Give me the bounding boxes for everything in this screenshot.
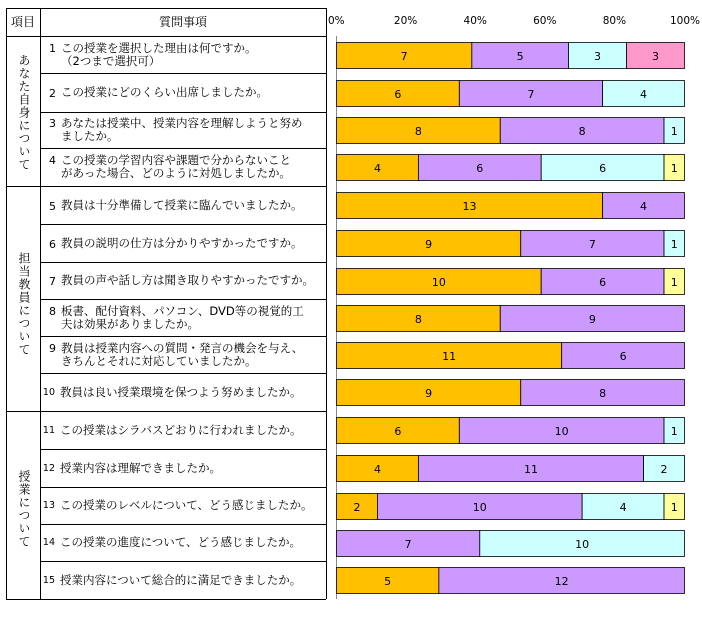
bar-data-label: 4 [373,162,381,175]
x-tick-label: 60% [533,15,557,27]
bar-data-label: 1 [670,425,678,438]
x-tick-label: 20% [393,15,418,27]
x-tick-label: 80% [602,15,627,27]
question-number: 4 [49,154,56,167]
question-text: 教員の説明の仕方は分かりやすかったですか。 [61,236,303,250]
bar-data-label: 6 [394,88,402,101]
bar-data-label: 3 [594,50,601,63]
bar-data-label: 3 [652,50,659,63]
question-number: 5 [49,200,56,213]
bar-data-label: 12 [554,575,569,588]
bar-data-label: 11 [523,463,538,476]
question-number: 10 [42,387,55,398]
bar-data-label: 9 [425,238,433,251]
bar-data-label: 8 [599,387,607,400]
header-question: 質問事項 [158,15,207,29]
question-number: 2 [49,87,56,100]
group-label-teacher: 担当教員について [17,252,31,356]
bar-data-label: 10 [431,276,446,289]
question-number: 12 [42,463,55,474]
stacked-bar-chart [337,36,685,599]
bar-data-label: 1 [670,276,678,289]
question-text: この授業の学習内容や課題で分からないこと があった場合、どのように対処しましたか。 [61,153,291,180]
bar-data-label: 2 [660,463,668,476]
bar-data-label: 6 [599,276,607,289]
question-text: 教員の声や話し方は聞き取りやすかったですか。 [61,273,314,287]
question-text: この授業はシラバスどおりに行われましたか。 [60,423,302,437]
bar-data-label: 1 [670,162,678,175]
bar-data-label: 6 [619,350,627,363]
question-text: 授業内容について総合的に満足できましたか。 [60,573,302,587]
question-text: この授業のレベルについて、どう感じましたか。 [60,498,313,512]
group-label-class: 授業について [17,470,31,548]
question-text: 教員は授業内容への質問・発言の機会を与え、 きちんとそれに対応していましたか。 [61,341,304,368]
question-number: 13 [42,500,55,511]
question-text: 教員は十分準備して授業に臨んでいましたか。 [61,198,303,212]
bar-data-label: 10 [472,501,487,514]
question-number: 11 [42,425,55,436]
group-label-self: あなた自身について [17,54,31,171]
bar-data-label: 5 [516,50,524,63]
bar-data-label: 8 [414,313,422,326]
question-text: この授業を選択した理由は何ですか。 （2つまで選択可） [61,41,257,68]
bar-data-label: 8 [578,125,586,138]
bar-data-label: 4 [619,501,627,514]
bar-data-label: 4 [640,88,648,101]
bar-data-label: 6 [599,162,607,175]
bar-data-label: 6 [394,425,402,438]
question-number: 7 [49,275,56,288]
question-text: この授業にどのくらい出席しましたか。 [61,85,268,99]
x-tick-label: 100% [669,15,700,27]
question-text: 教員は良い授業環境を保つよう努めましたか。 [60,385,302,399]
bar-data-label: 1 [670,238,678,251]
question-number: 14 [42,537,55,548]
bar-data-label: 10 [554,425,569,438]
question-number: 15 [42,575,55,586]
x-tick-label: 0% [328,15,345,27]
bar-data-label: 4 [640,200,648,213]
bar-data-label: 8 [414,125,422,138]
bar-data-label: 7 [400,50,408,63]
bar-data-label: 1 [670,501,678,514]
bar-data-label: 5 [384,575,392,588]
bar-data-label: 9 [425,387,433,400]
bar-data-label: 7 [588,238,596,251]
question-number: 6 [49,238,56,251]
question-text: あなたは授業中、授業内容を理解しようと努め ましたか。 [61,116,303,143]
question-number: 1 [49,42,56,55]
bar-data-label: 10 [575,538,590,551]
bar-data-label: 7 [404,538,412,551]
question-number: 8 [49,305,56,318]
bar-data-label: 11 [442,350,457,363]
question-text: 授業内容は理解できましたか。 [60,461,221,475]
bar-data-label: 6 [476,162,484,175]
question-text: 板書、配付資料、パソコン、DVD等の視覚的工 夫は効果がありましたか。 [61,304,304,331]
bar-data-label: 4 [373,463,381,476]
bar-data-label: 1 [670,125,678,138]
bar-data-label: 9 [588,313,596,326]
question-number: 3 [49,117,56,130]
question-text: この授業の進度について、どう感じましたか。 [60,535,302,549]
header-item: 項目 [10,15,35,29]
bar-data-label: 2 [353,501,361,514]
bar-data-label: 7 [527,88,535,101]
x-tick-label: 40% [463,15,487,27]
question-number: 9 [49,342,56,355]
bar-data-label: 13 [462,200,477,213]
